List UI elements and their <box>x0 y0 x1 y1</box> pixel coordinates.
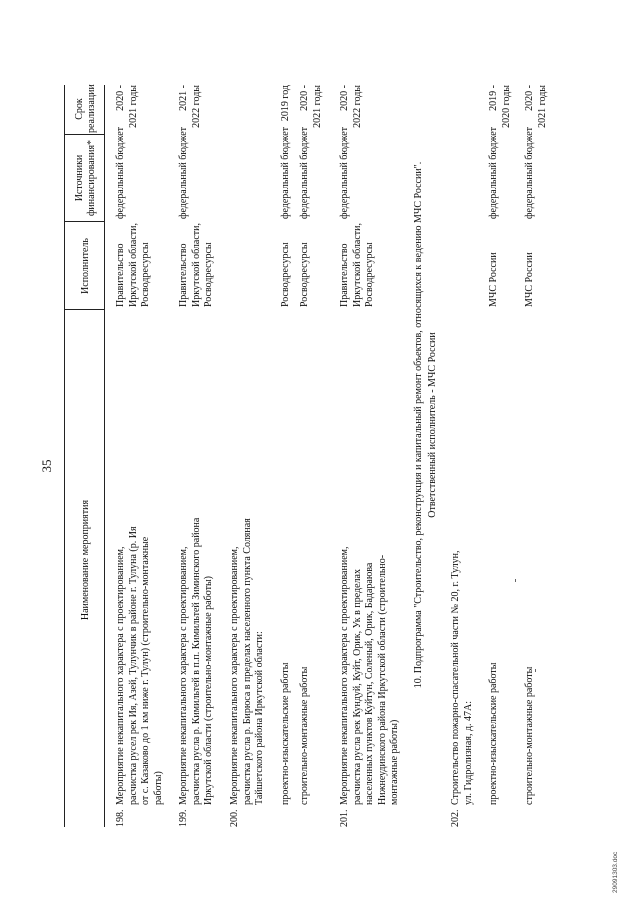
header-period <box>74 85 98 133</box>
row-199-executor-line-2: Иркутской области, <box>190 223 202 307</box>
scan-mark <box>515 579 516 582</box>
row-198-name <box>115 310 165 805</box>
header-name: Наименование мероприятия <box>80 499 91 621</box>
row-202-sub-2-name: строительно-монтажные работы <box>524 666 535 805</box>
row-200-name-line-3: Тайшетского района Иркутской области: <box>254 631 266 805</box>
row-200-sub-1-period: 2019 год <box>280 85 291 122</box>
row-198-name-line-4: работы) <box>152 771 164 805</box>
header-divider-1 <box>64 309 105 310</box>
row-200-sub-2-period-line-1: 2020 - <box>299 85 310 111</box>
row-198-period <box>115 85 140 133</box>
header-funding-line-1: Источники <box>74 154 85 202</box>
page-number: 35 <box>39 459 54 473</box>
row-201-name-line-2: расчистка русла рек Кундуй, Куйт, Орик, Ук в пределах <box>351 569 363 805</box>
row-202-name-line-2: ул. Гидролизная, д. 47А: <box>462 700 474 805</box>
row-201-period-line-2: 2022 годы <box>351 85 363 128</box>
row-200-sub-1-funding: федеральный бюджет <box>280 126 291 219</box>
header-executor: Исполнитель <box>80 238 91 294</box>
header-period-line-2: реализации <box>86 84 97 133</box>
row-200-name-line-1: Мероприятие некапитального характера с проектированием, <box>229 546 240 805</box>
row-200-sub-1-name: проектно-изыскательские работы <box>280 662 291 805</box>
header-funding-line-2: финансирования* <box>86 139 97 217</box>
subprogram-title: 10. Подпрограмма "Строительство, реконструкция и капитальный ремонт объектов, относящихся к ведению МЧС России". <box>413 161 424 689</box>
row-199-funding: федеральный бюджет <box>178 126 189 219</box>
row-198-period-line-1: 2020 - <box>115 85 126 111</box>
scan-mark <box>535 669 536 672</box>
row-199-period-line-1: 2021 - <box>178 85 189 111</box>
row-201-executor <box>339 223 377 307</box>
row-199-number: 199. <box>178 809 189 827</box>
header-bottom-rule <box>104 85 105 827</box>
subprogram-responsible: Ответственный исполнитель - МЧС России <box>427 332 438 518</box>
row-198-executor-line-2: Иркутской области, <box>127 223 139 307</box>
row-198-period-line-2: 2021 годы <box>127 85 139 128</box>
row-202-sub-2-period-line-1: 2020 - <box>524 85 535 111</box>
row-201-funding: федеральный бюджет <box>339 126 350 219</box>
table-top-rule <box>64 85 65 827</box>
header-divider-2 <box>64 221 105 222</box>
row-202-sub-1-funding: федеральный бюджет <box>488 126 499 219</box>
row-202-sub-2-funding: федеральный бюджет <box>524 126 535 219</box>
row-200-sub-2-period-line-2: 2021 годы <box>311 85 323 128</box>
row-198-funding: федеральный бюджет <box>115 126 126 219</box>
row-198-executor <box>115 223 153 307</box>
row-200-sub-2-executor: Росводресурсы <box>299 242 310 307</box>
row-201-name <box>339 310 402 805</box>
row-202-sub-2-executor: МЧС России <box>524 252 535 307</box>
row-199-executor <box>178 223 216 307</box>
row-199-period-line-2: 2022 годы <box>190 85 202 128</box>
row-199-period <box>178 85 203 133</box>
row-200-sub-2-name: строительно-монтажные работы <box>299 666 310 805</box>
row-200-sub-2-period <box>299 85 324 133</box>
row-201-executor-line-3: Росводресурсы <box>364 242 376 307</box>
row-199-name-line-1: Мероприятие некапитального характера с проектированием, <box>178 546 189 805</box>
header-divider-3 <box>64 134 105 135</box>
row-199-executor-line-3: Росводресурсы <box>203 242 215 307</box>
document-code: 29091303.doc <box>612 851 619 893</box>
row-201-name-line-4: Нижнеудинского района Иркутской области (строительно- <box>376 554 388 805</box>
row-199-name-line-2: расчистка русла р. Кимильтей в п.п. Кимильтей Зиминского района <box>190 517 202 805</box>
header-period-line-1: Срок <box>74 98 85 120</box>
row-201-number: 201. <box>339 809 350 827</box>
row-202-sub-1-period-line-1: 2019 - <box>488 85 499 111</box>
header-funding <box>74 136 98 220</box>
row-201-period-line-1: 2020 - <box>339 85 350 111</box>
row-201-name-line-3: населенных пунктов Куйтун, Соленый, Орик, Бадараюва <box>364 562 376 805</box>
row-201-name-line-1: Мероприятие некапитального характера с проектированием, <box>339 546 350 805</box>
row-200-name <box>229 310 267 805</box>
row-198-number: 198. <box>115 809 126 827</box>
row-202-sub-1-name: проектно-изыскательские работы <box>488 662 499 805</box>
row-200-sub-2-funding: федеральный бюджет <box>299 126 310 219</box>
row-201-period <box>339 85 364 133</box>
row-198-executor-line-3: Росводресурсы <box>140 242 152 307</box>
row-199-name-line-3: Иркутской области (строительно-монтажные работы) <box>203 576 215 805</box>
row-199-name <box>178 310 216 805</box>
row-201-executor-line-2: Иркутской области, <box>351 223 363 307</box>
row-202-name <box>450 310 475 805</box>
row-200-sub-1-executor: Росводресурсы <box>280 242 291 307</box>
row-202-sub-2-period-line-2: 2021 годы <box>536 85 548 128</box>
row-198-name-line-1: Мероприятие некапитального характера с проектированием, <box>115 546 126 805</box>
row-201-name-line-5: монтажные работы) <box>389 719 401 805</box>
row-198-executor-line-1: Правительство <box>115 243 126 307</box>
row-200-number: 200. <box>229 809 240 827</box>
row-201-executor-line-1: Правительство <box>339 243 350 307</box>
row-202-sub-1-period <box>488 85 513 133</box>
row-202-sub-1-executor: МЧС России <box>488 252 499 307</box>
row-200-name-line-2: расчистка русла р. Бирюса в пределах населенного пункта Соляная <box>241 518 253 805</box>
row-202-sub-2-period <box>524 85 549 133</box>
row-202-number: 202. <box>450 809 461 827</box>
row-198-name-line-2: расчистка русел рек Ия, Азей, Тулунчик в районе г. Тулуна (р. Ия <box>127 526 139 805</box>
row-202-sub-1-period-line-2: 2020 годы <box>500 85 512 128</box>
row-202-name-line-1: Строительство пожарно-спасательной части № 20, г. Тулун, <box>450 550 461 805</box>
row-198-name-line-3: от с. Казаково до 1 км ниже г. Тулун) (строительно-монтажные <box>140 536 152 805</box>
row-199-executor-line-1: Правительство <box>178 243 189 307</box>
